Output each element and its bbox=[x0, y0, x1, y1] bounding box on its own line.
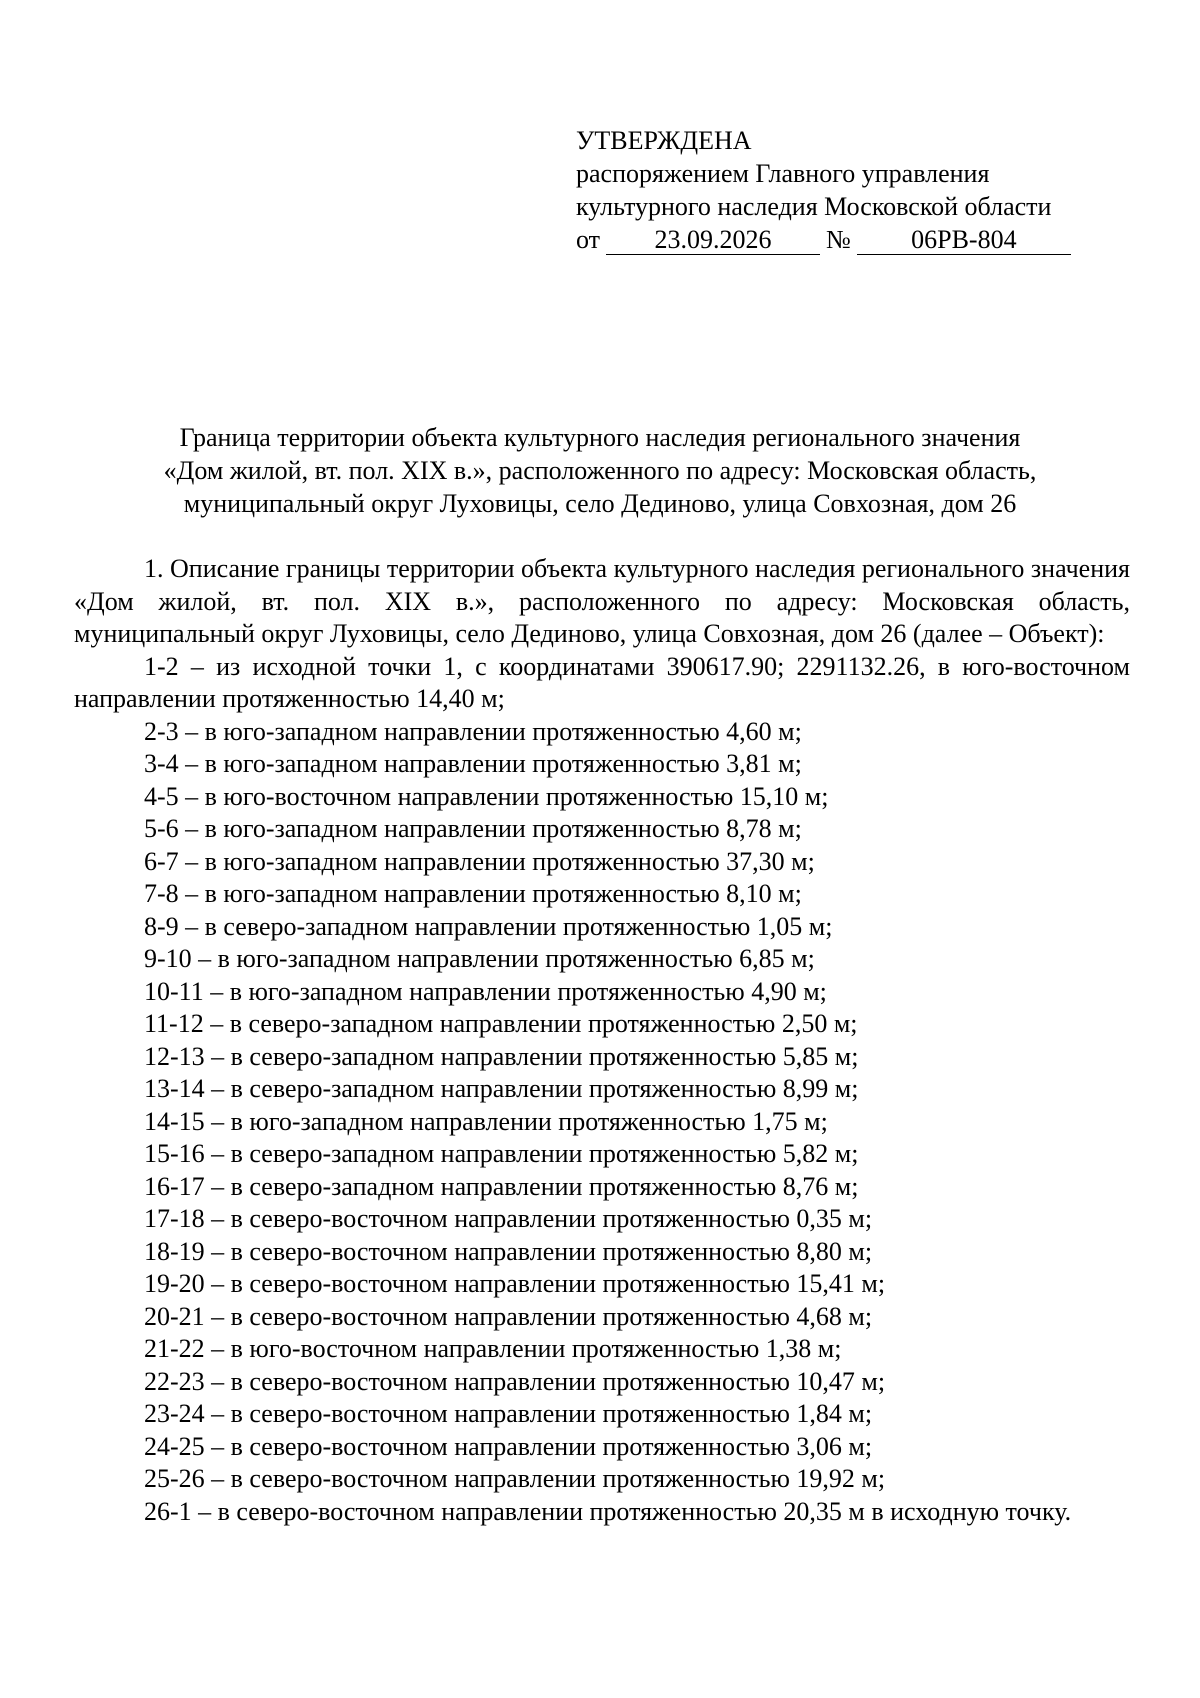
title-line-1: Граница территории объекта культурного наследия регионального значения bbox=[179, 423, 1021, 452]
segment-item: 9-10 – в юго-западном направлении протяженностью 6,85 м; bbox=[144, 944, 815, 973]
date-prefix: от bbox=[576, 225, 601, 254]
segment-item: 24-25 – в северо-восточном направлении протяженностью 3,06 м; bbox=[144, 1431, 873, 1461]
segment-item: 18-19 – в северо-восточном направлении протяженностью 8,80 м; bbox=[144, 1236, 873, 1266]
document-body bbox=[74, 553, 1130, 1528]
segment-item: 25-26 – в северо-восточном направлении протяженностью 19,92 м; bbox=[144, 1464, 886, 1493]
approval-line-1: распоряжением Главного управления bbox=[576, 159, 990, 188]
segment-item: 21-22 – в юго-восточном направлении протяженностью 1,38 м; bbox=[144, 1334, 842, 1363]
segment-item: 23-24 – в северо-восточном направлении протяженностью 1,84 м; bbox=[144, 1399, 873, 1428]
approval-heading: УТВЕРЖДЕНА bbox=[576, 126, 752, 155]
segment-item: 20-21 – в северо-восточном направлении протяженностью 4,68 м; bbox=[144, 1301, 873, 1331]
number-sign: № bbox=[826, 225, 851, 254]
approval-line-2: культурного наследия Московской области bbox=[576, 192, 1052, 221]
segment-item: 16-17 – в северо-западном направлении протяженностью 8,76 м; bbox=[144, 1171, 859, 1201]
first-segment-paragraph: 1-2 – из исходной точки 1, с координатами 390617.90; 2291132.26, в юго-восточном направлении протяженностью 14,40 м; bbox=[74, 651, 1130, 713]
segment-item: 19-20 – в северо-восточном направлении протяженностью 15,41 м; bbox=[144, 1269, 886, 1298]
segment-item: 15-16 – в северо-западном направлении протяженностью 5,82 м; bbox=[144, 1139, 859, 1168]
segment-item: 8-9 – в северо-западном направлении протяженностью 1,05 м; bbox=[144, 911, 833, 941]
segment-item: 10-11 – в юго-западном направлении протяженностью 4,90 м; bbox=[144, 976, 827, 1006]
segment-item: 2-3 – в юго-западном направлении протяженностью 4,60 м; bbox=[144, 716, 802, 746]
title-line-3: муниципальный округ Луховицы, село Дединово, улица Совхозная, дом 26 bbox=[183, 489, 1017, 518]
document-title bbox=[70, 421, 1130, 520]
segment-item: 12-13 – в северо-западном направлении протяженностью 5,85 м; bbox=[144, 1041, 859, 1071]
approval-date: 23.09.2026 bbox=[606, 226, 820, 255]
approval-block bbox=[576, 124, 1136, 256]
segment-item: 17-18 – в северо-восточном направлении протяженностью 0,35 м; bbox=[144, 1204, 873, 1233]
segment-item: 6-7 – в юго-западном направлении протяженностью 37,30 м; bbox=[144, 846, 815, 876]
segment-item: 5-6 – в юго-западном направлении протяженностью 8,78 м; bbox=[144, 814, 802, 843]
intro-paragraph: 1. Описание границы территории объекта культурного наследия регионального значения «Дом жилой, вт. пол. XIX в.», расположенного по адресу: Московская область, муниципальный округ Луховицы, село Дединово, улица Совхозная, дом 26 (далее – Объект): bbox=[74, 554, 1130, 648]
approval-number: 06РВ-804 bbox=[857, 226, 1071, 255]
segment-item: 4-5 – в юго-восточном направлении протяженностью 15,10 м; bbox=[144, 781, 829, 811]
segment-item: 7-8 – в юго-западном направлении протяженностью 8,10 м; bbox=[144, 879, 802, 908]
segments-list bbox=[74, 716, 1130, 1496]
title-line-2: «Дом жилой, вт. пол. XIX в.», расположенного по адресу: Московская область, bbox=[163, 456, 1037, 485]
approval-date-line bbox=[576, 223, 1136, 256]
segment-item: 11-12 – в северо-западном направлении протяженностью 2,50 м; bbox=[144, 1009, 858, 1038]
last-segment-paragraph: 26-1 – в северо-восточном направлении протяженностью 20,35 м в исходную точку. bbox=[144, 1496, 1072, 1526]
segment-item: 3-4 – в юго-западном направлении протяженностью 3,81 м; bbox=[144, 749, 802, 778]
segment-item: 13-14 – в северо-западном направлении протяженностью 8,99 м; bbox=[144, 1074, 859, 1103]
segment-item: 22-23 – в северо-восточном направлении протяженностью 10,47 м; bbox=[144, 1366, 886, 1396]
segment-item: 14-15 – в юго-западном направлении протяженностью 1,75 м; bbox=[144, 1106, 828, 1136]
